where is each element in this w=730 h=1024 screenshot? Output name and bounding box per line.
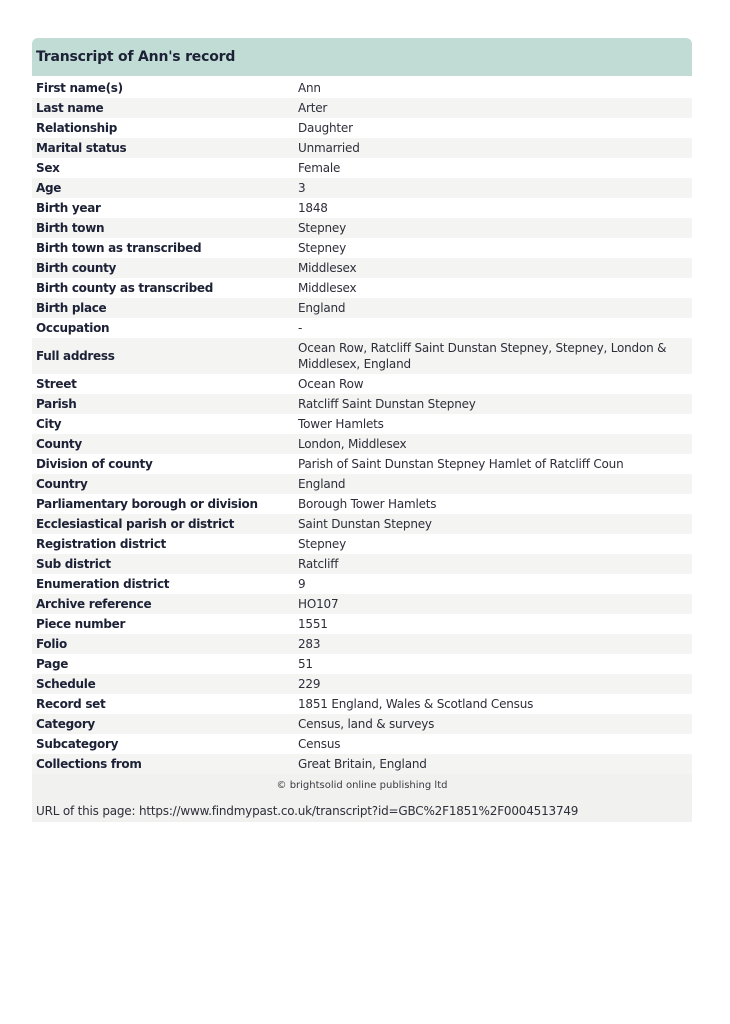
table-row	[32, 554, 692, 574]
field-value: England	[298, 477, 346, 491]
field-label: Parish	[36, 397, 77, 411]
field-value: Female	[298, 161, 341, 175]
field-label: Page	[36, 657, 69, 671]
table-row	[32, 694, 692, 714]
table-row	[32, 78, 692, 98]
field-label: Relationship	[36, 121, 118, 135]
table-row	[32, 198, 692, 218]
field-label: Marital status	[36, 141, 127, 155]
table-row	[32, 454, 692, 474]
table-row	[32, 278, 692, 298]
field-label: Country	[36, 477, 88, 491]
field-value: Tower Hamlets	[298, 417, 384, 431]
field-value: Ratcliff Saint Dunstan Stepney	[298, 397, 476, 411]
field-label: Schedule	[36, 677, 96, 691]
page-title: Transcript of Ann's record	[36, 49, 236, 65]
table-row	[32, 178, 692, 198]
field-label: First name(s)	[36, 81, 123, 95]
field-value: London, Middlesex	[298, 437, 407, 451]
field-value: 3	[298, 181, 306, 195]
field-label: Subcategory	[36, 737, 119, 751]
field-label: Full address	[36, 349, 115, 363]
field-value: Census	[298, 737, 341, 751]
field-label: Last name	[36, 101, 104, 115]
transcript-header	[32, 38, 692, 76]
field-value: Borough Tower Hamlets	[298, 497, 437, 511]
table-row	[32, 158, 692, 178]
field-value: Parish of Saint Dunstan Stepney Hamlet of Ratcliff Coun	[298, 457, 624, 471]
field-label: Birth year	[36, 201, 101, 215]
table-row	[32, 138, 692, 158]
field-label: Ecclesiastical parish or district	[36, 517, 235, 531]
field-value: Stepney	[298, 537, 347, 551]
field-label: Birth county	[36, 261, 117, 275]
field-label: Collections from	[36, 757, 142, 771]
table-row	[32, 218, 692, 238]
field-label: Folio	[36, 637, 67, 651]
table-row	[32, 714, 692, 734]
table-row	[32, 514, 692, 534]
field-value: Unmarried	[298, 141, 360, 155]
field-label: Sub district	[36, 557, 111, 571]
field-value: Ann	[298, 81, 321, 95]
table-row	[32, 318, 692, 338]
field-value: Census, land & surveys	[298, 717, 435, 731]
field-value: 1551	[298, 617, 328, 631]
field-value: -	[298, 321, 303, 335]
field-value: Ocean Row	[298, 377, 364, 391]
field-value: 229	[298, 677, 321, 691]
field-value: Great Britain, England	[298, 757, 427, 771]
field-value: Middlesex	[298, 261, 357, 275]
field-label: Birth county as transcribed	[36, 281, 214, 295]
table-row	[32, 374, 692, 394]
transcript-footer	[32, 774, 692, 822]
field-value: England	[298, 301, 346, 315]
field-label: Category	[36, 717, 95, 731]
field-value: Saint Dunstan Stepney	[298, 517, 432, 531]
field-label: Record set	[36, 697, 106, 711]
field-value: 283	[298, 637, 321, 651]
table-row	[32, 654, 692, 674]
field-label: Division of county	[36, 457, 153, 471]
table-row	[32, 674, 692, 694]
field-label: Archive reference	[36, 597, 152, 611]
field-value: Stepney	[298, 221, 347, 235]
field-label: Enumeration district	[36, 577, 170, 591]
field-value: Ocean Row, Ratcliff Saint Dunstan Stepney, Stepney, London & Middlesex, England	[298, 341, 667, 371]
table-row	[32, 338, 692, 374]
field-label: Birth town as transcribed	[36, 241, 202, 255]
table-row	[32, 98, 692, 118]
field-value: 9	[298, 577, 306, 591]
table-row	[32, 594, 692, 614]
field-label: Birth town	[36, 221, 105, 235]
field-label: Piece number	[36, 617, 126, 631]
table-row	[32, 474, 692, 494]
table-row	[32, 614, 692, 634]
field-label: Birth place	[36, 301, 107, 315]
field-value: 1848	[298, 201, 328, 215]
field-label: Occupation	[36, 321, 110, 335]
page-url-text: URL of this page: https://www.findmypast.co.uk/transcript?id=GBC%2F1851%2F0004513749	[36, 804, 579, 818]
table-row	[32, 238, 692, 258]
table-row	[32, 394, 692, 414]
table-row	[32, 118, 692, 138]
table-row	[32, 258, 692, 278]
table-row	[32, 534, 692, 554]
transcript-table	[32, 78, 692, 774]
table-row	[32, 414, 692, 434]
field-value: Stepney	[298, 241, 347, 255]
table-row	[32, 754, 692, 774]
field-value: Ratcliff	[298, 557, 339, 571]
table-row	[32, 634, 692, 654]
field-value: 1851 England, Wales & Scotland Census	[298, 697, 534, 711]
table-row	[32, 734, 692, 754]
transcript-card	[32, 38, 692, 822]
field-label: Parliamentary borough or division	[36, 497, 258, 511]
field-value: HO107	[298, 597, 339, 611]
table-row	[32, 494, 692, 514]
field-value: Middlesex	[298, 281, 357, 295]
copyright-text: © brightsolid online publishing ltd	[276, 780, 448, 791]
field-label: Registration district	[36, 537, 166, 551]
field-value: 51	[298, 657, 313, 671]
table-row	[32, 434, 692, 454]
field-label: County	[36, 437, 82, 451]
field-value: Arter	[298, 101, 328, 115]
table-row	[32, 298, 692, 318]
field-label: Age	[36, 181, 62, 195]
field-value: Daughter	[298, 121, 353, 135]
table-row	[32, 574, 692, 594]
field-label: City	[36, 417, 62, 431]
field-label: Street	[36, 377, 77, 391]
field-label: Sex	[36, 161, 60, 175]
